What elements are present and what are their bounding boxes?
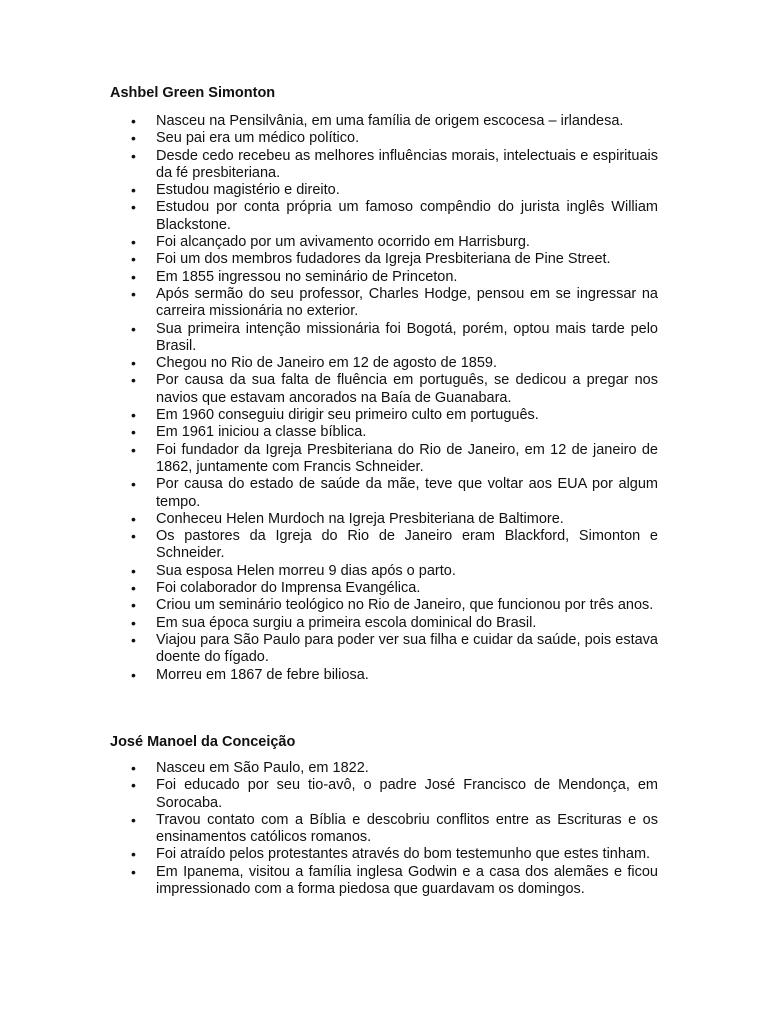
bullet-icon: • — [131, 268, 136, 285]
bullet-icon: • — [131, 811, 136, 828]
bullet-icon: • — [131, 147, 136, 164]
bullet-icon: • — [131, 182, 136, 199]
list-item-text: Sua primeira intenção missionária foi Bogotá, porém, optou mais tarde pelo Brasil. — [156, 320, 658, 354]
list-item — [0, 615, 658, 632]
bullet-icon: • — [131, 777, 136, 794]
section-title-conceicao: José Manoel da Conceição — [110, 734, 296, 750]
list-item-text: Estudou magistério e direito. — [156, 182, 340, 199]
bullet-list-conceicao — [0, 760, 768, 898]
list-item-text: Criou um seminário teológico no Rio de Janeiro, que funcionou por três anos. — [156, 597, 654, 614]
list-item — [0, 321, 658, 356]
list-item-text: Após sermão do seu professor, Charles Hodge, pensou em se ingressar na carreira missionária no exterior. — [156, 285, 658, 320]
list-item-text: Em 1855 ingressou no seminário de Princeton. — [156, 268, 458, 285]
list-item — [0, 234, 658, 251]
list-item — [0, 528, 658, 563]
bullet-list-simonton — [0, 113, 768, 684]
bullet-icon: • — [131, 199, 136, 216]
bullet-icon: • — [131, 320, 136, 337]
list-item-text: Foi colaborador do Imprensa Evangélica. — [156, 580, 421, 597]
list-item-text: Por causa da sua falta de fluência em português, se dedicou a pregar nos navios que estavam ancorados na Baía de Guanabara. — [156, 372, 658, 406]
list-item-text: Estudou por conta própria um famoso compêndio do jurista inglês William Blackstone. — [156, 199, 658, 233]
list-item — [0, 667, 658, 684]
list-item — [0, 563, 658, 580]
list-item — [0, 130, 658, 147]
list-item-text: Em sua época surgiu a primeira escola dominical do Brasil. — [156, 614, 537, 631]
list-item-text: Sua esposa Helen morreu 9 dias após o parto. — [156, 562, 456, 579]
bullet-icon: • — [131, 113, 136, 129]
bullet-icon: • — [131, 846, 136, 863]
list-item — [0, 355, 658, 372]
list-item — [0, 476, 658, 511]
list-item — [0, 372, 658, 407]
bullet-icon: • — [131, 441, 136, 458]
list-item-text: Morreu em 1867 de febre biliosa. — [156, 666, 369, 683]
list-item — [0, 442, 658, 477]
list-item — [0, 777, 658, 812]
bullet-icon: • — [131, 476, 136, 493]
list-item-text: Em 1961 iniciou a classe bíblica. — [156, 424, 367, 441]
bullet-icon: • — [131, 372, 136, 389]
list-item-text: Conheceu Helen Murdoch na Igreja Presbiteriana de Baltimore. — [156, 510, 564, 527]
list-item — [0, 407, 658, 424]
list-item-text: Foi fundador da Igreja Presbiteriana do Rio de Janeiro, em 12 de janeiro de 1862, juntamente com Francis Schneider. — [156, 441, 658, 475]
list-item-text: Por causa do estado de saúde da mãe, teve que voltar aos EUA por algum tempo. — [156, 476, 658, 510]
bullet-icon: • — [131, 528, 136, 545]
list-item — [0, 251, 658, 268]
list-item-text: Desde cedo recebeu as melhores influências morais, intelectuais e espirituais da fé presbiteriana. — [156, 147, 658, 181]
bullet-icon: • — [131, 285, 136, 302]
bullet-icon: • — [131, 234, 136, 251]
list-item — [0, 580, 658, 597]
list-item-text: Foi educado por seu tio-avô, o padre José Francisco de Mendonça, em Sorocaba. — [156, 777, 658, 811]
list-item-text: Foi atraído pelos protestantes através do bom testemunho que estes tinham. — [156, 846, 651, 863]
list-item-text: Nasceu na Pensilvânia, em uma família de origem escocesa – irlandesa. — [156, 113, 624, 129]
list-item — [0, 286, 658, 321]
list-item-text: Foi um dos membros fudadores da Igreja Presbiteriana de Pine Street. — [156, 251, 611, 268]
list-item — [0, 597, 658, 614]
bullet-icon: • — [131, 510, 136, 527]
list-item — [0, 424, 658, 441]
bullet-icon: • — [131, 407, 136, 424]
bullet-icon: • — [131, 666, 136, 683]
list-item — [0, 864, 658, 899]
bullet-icon: • — [131, 130, 136, 147]
bullet-icon: • — [131, 424, 136, 441]
bullet-icon: • — [131, 631, 136, 648]
list-item-text: Seu pai era um médico político. — [156, 130, 360, 147]
list-item — [0, 846, 658, 863]
list-item — [0, 182, 658, 199]
list-item — [0, 760, 658, 777]
bullet-icon: • — [131, 562, 136, 579]
list-item-text: Em 1960 conseguiu dirigir seu primeiro culto em português. — [156, 407, 539, 424]
list-item-text: Chegou no Rio de Janeiro em 12 de agosto de 1859. — [156, 355, 497, 372]
list-item-text: Foi alcançado por um avivamento ocorrido em Harrisburg. — [156, 234, 530, 251]
list-item — [0, 113, 658, 130]
bullet-icon: • — [131, 355, 136, 372]
list-item-text: Em Ipanema, visitou a família inglesa Godwin e a casa dos alemães e ficou impressionado com a forma piedosa que guardavam os domingos. — [156, 863, 658, 898]
list-item — [0, 632, 658, 667]
bullet-icon: • — [131, 597, 136, 614]
bullet-icon: • — [131, 251, 136, 268]
bullet-icon: • — [131, 760, 136, 776]
section-title-simonton: Ashbel Green Simonton — [110, 85, 276, 101]
list-item — [0, 199, 658, 234]
list-item-text: Travou contato com a Bíblia e descobriu conflitos entre as Escrituras e os ensinamentos católicos romanos. — [156, 811, 658, 846]
list-item — [0, 269, 658, 286]
bullet-icon: • — [131, 863, 136, 880]
bullet-icon: • — [131, 580, 136, 597]
list-item — [0, 148, 658, 183]
list-item — [0, 511, 658, 528]
list-item-text: Os pastores da Igreja do Rio de Janeiro eram Blackford, Simonton e Schneider. — [156, 528, 658, 562]
list-item-text: Viajou para São Paulo para poder ver sua filha e cuidar da saúde, pois estava doente do fígado. — [156, 631, 658, 666]
list-item — [0, 812, 658, 847]
list-item-text: Nasceu em São Paulo, em 1822. — [156, 760, 369, 776]
bullet-icon: • — [131, 614, 136, 631]
